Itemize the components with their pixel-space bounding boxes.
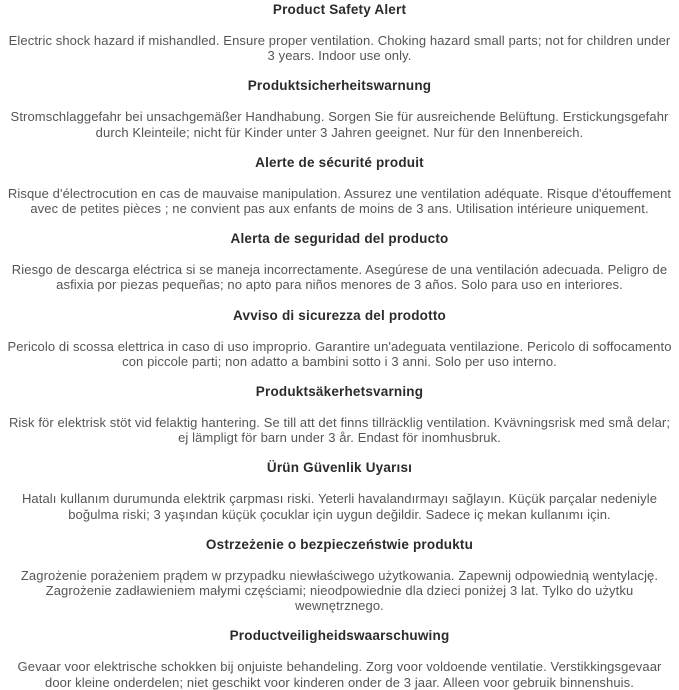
section-heading-swedish: Produktsäkerhetsvarning	[255, 384, 424, 400]
section-heading-dutch: Productveiligheidswaarschuwing	[229, 628, 450, 644]
product-safety-document	[7, 2, 672, 690]
section-heading-german: Produktsicherheitswarnung	[247, 78, 432, 94]
safety-section-dutch	[7, 628, 672, 689]
safety-section-italian	[7, 308, 672, 369]
safety-section-english	[7, 2, 672, 63]
section-heading-french: Alerte de sécurité produit	[255, 154, 424, 170]
section-body-italian: Pericolo di scossa elettrica in caso di uso improprio. Garantire un'adeguata ventilazione. Pericolo di soffocamento con piccole parti; non adatto a bambini sotto i 3 anni. Solo per uso interno.	[7, 338, 672, 369]
safety-section-turkish	[7, 460, 672, 521]
section-body-french: Risque d'électrocution en cas de mauvaise manipulation. Assurez une ventilation adéquate. Risque d'étouffement avec de petites pièces ; ne convient pas aux enfants de moins de 3 ans. Utilisation intérieure uniquement.	[7, 185, 672, 217]
section-body-english: Electric shock hazard if mishandled. Ensure proper ventilation. Choking hazard small parts; not for children under 3 years. Indoor use only.	[8, 33, 671, 64]
section-heading-spanish: Alerta de seguridad del producto	[230, 231, 449, 247]
section-body-polish: Zagrożenie porażeniem prądem w przypadku niewłaściwego użytkowania. Zapewnij odpowiednią wentylację. Zagrożenie zadławieniem małymi częściami; nieodpowiednie dla dzieci poniżej 3 lat. Tylko do użytku wewnętrznego.	[20, 567, 659, 614]
section-body-spanish: Riesgo de descarga eléctrica si se maneja incorrectamente. Asegúrese de una ventilación adecuada. Peligro de asfixia por piezas pequeñas; no apto para niños menores de 3 años. Solo para uso en interiores.	[11, 262, 668, 293]
safety-section-german	[7, 78, 672, 139]
safety-section-swedish	[7, 384, 672, 445]
section-body-dutch: Gevaar voor elektrische schokken bij onjuiste behandeling. Zorg voor voldoende ventilatie. Verstikkingsgevaar door kleine onderdelen; niet geschikt voor kinderen onder de 3 jaar. Alleen voor gebruik binnenshuis.	[17, 659, 662, 690]
safety-section-polish	[7, 537, 672, 614]
section-body-turkish: Hatalı kullanım durumunda elektrik çarpması riski. Yeterli havalandırmayı sağlayın. Küçük parçalar nedeniyle boğulma riski; 3 yaşından küçük çocuklar için uygun değildir. Sadece iç mekan kullanımı için.	[21, 491, 658, 522]
safety-section-french	[7, 155, 672, 216]
section-heading-turkish: Ürün Güvenlik Uyarısı	[266, 460, 413, 476]
section-heading-polish: Ostrzeżenie o bezpieczeństwie produktu	[205, 536, 474, 552]
section-body-swedish: Risk för elektrisk stöt vid felaktig hantering. Se till att det finns tillräcklig ventilation. Kvävningsrisk med små delar; ej lämpligt för barn under 3 år. Endast för inomhusbruk.	[8, 415, 671, 446]
section-heading-italian: Avviso di sicurezza del prodotto	[233, 307, 446, 323]
safety-section-spanish	[7, 231, 672, 292]
section-body-german: Stromschlaggefahr bei unsachgemäßer Handhabung. Sorgen Sie für ausreichende Belüftung. Erstickungsgefahr durch Kleinteile; nicht für Kinder unter 3 Jahren geeignet. Nur für den Innenbereich.	[10, 109, 669, 140]
section-heading-english: Product Safety Alert	[272, 2, 407, 17]
